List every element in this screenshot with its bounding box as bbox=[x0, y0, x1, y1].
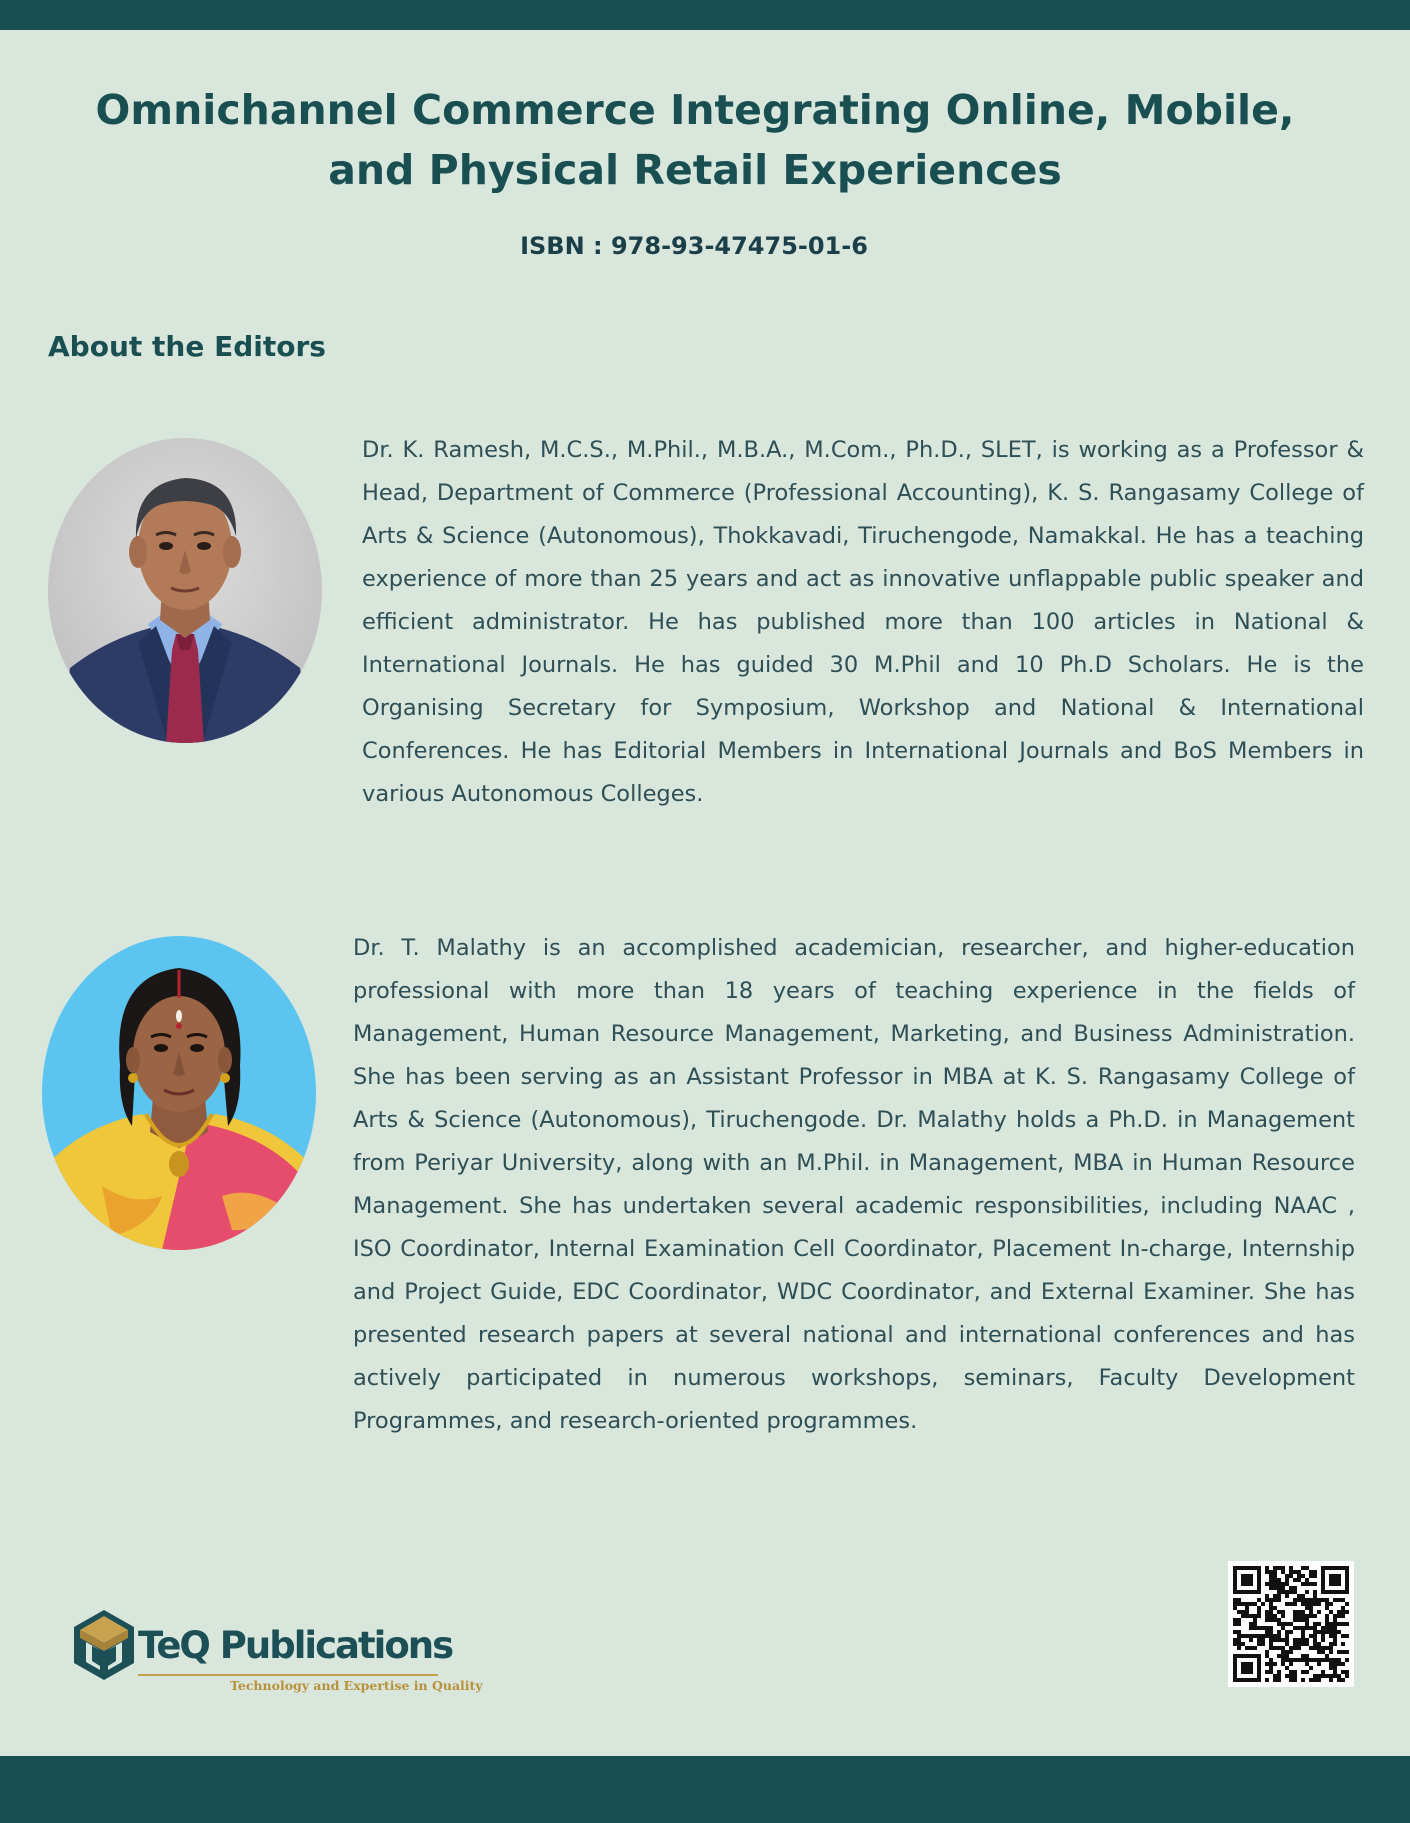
qr-finder-3 bbox=[1241, 1662, 1253, 1674]
editor-1-photo bbox=[48, 438, 322, 743]
editor-2-photo bbox=[42, 936, 316, 1250]
publisher-logo bbox=[72, 1608, 492, 1698]
qr-finder-1 bbox=[1241, 1574, 1253, 1586]
cube-logo-icon bbox=[72, 1608, 136, 1682]
top-band bbox=[0, 0, 1410, 30]
qr-code bbox=[1228, 1561, 1354, 1687]
editor-2-bio: Dr. T. Malathy is an accomplished academician, researcher, and higher-education professional with more than 18 years of teaching experience in the fields of Management, Human Resource Management, Marketing, and Business Administration. She has been serving as an Assistant Professor in MBA at K. S. Rangasamy College of Arts & Science (Autonomous), Tiruchengode. Dr. Malathy holds a Ph.D. in Management from Periyar University, along with an M.Phil. in Management, MBA in Human Resource Management. She has undertaken several academic responsibilities, including NAAC , ISO Coordinator, Internal Examination Cell Coordinator, Placement In-charge, Internship and Project Guide, EDC Coordinator, WDC Coordinator, and External Examiner. She has presented research papers at several national and international conferences and has actively participated in numerous workshops, seminars, Faculty Development Programmes, and research-oriented programmes. bbox=[353, 935, 1355, 1434]
about-editors-heading: About the Editors bbox=[48, 330, 326, 363]
publisher-tagline: Technology and Expertise in Quality bbox=[230, 1678, 483, 1693]
logo-underline bbox=[138, 1674, 438, 1676]
book-title-line-2: and Physical Retail Experiences bbox=[328, 146, 1062, 194]
publisher-name: TeQ Publications bbox=[138, 1624, 453, 1667]
isbn-label: ISBN : 978-93-47475-01-6 bbox=[520, 232, 868, 260]
qr-finder-2 bbox=[1329, 1574, 1341, 1586]
qr-code-icon bbox=[1228, 1561, 1354, 1687]
editor-portrait-female-icon bbox=[42, 936, 316, 1250]
editor-1-bio: Dr. K. Ramesh, M.C.S., M.Phil., M.B.A., M.Com., Ph.D., SLET, is working as a Professor & Head, Department of Commerce (Professional Accounting), K. S. Rangasamy College of Arts & Science (Autonomous), Thokkavadi, Tiruchengode, Namakkal. He has a teaching experience of more than 25 years and act as innovative unflappable public speaker and efficient administrator. He has published more than 100 articles in National & International Journals. He has guided 30 M.Phil and 10 Ph.D Scholars. He is the Organising Secretary for Symposium, Workshop and National & International Conferences. He has Editorial Members in International Journals and BoS Members in various Autonomous Colleges. bbox=[362, 437, 1364, 807]
book-title-line-1: Omnichannel Commerce Integrating Online, Mobile, bbox=[95, 86, 1295, 134]
book-title bbox=[60, 80, 1330, 200]
bottom-band bbox=[0, 1756, 1410, 1823]
editor-portrait-male-icon bbox=[48, 438, 322, 743]
